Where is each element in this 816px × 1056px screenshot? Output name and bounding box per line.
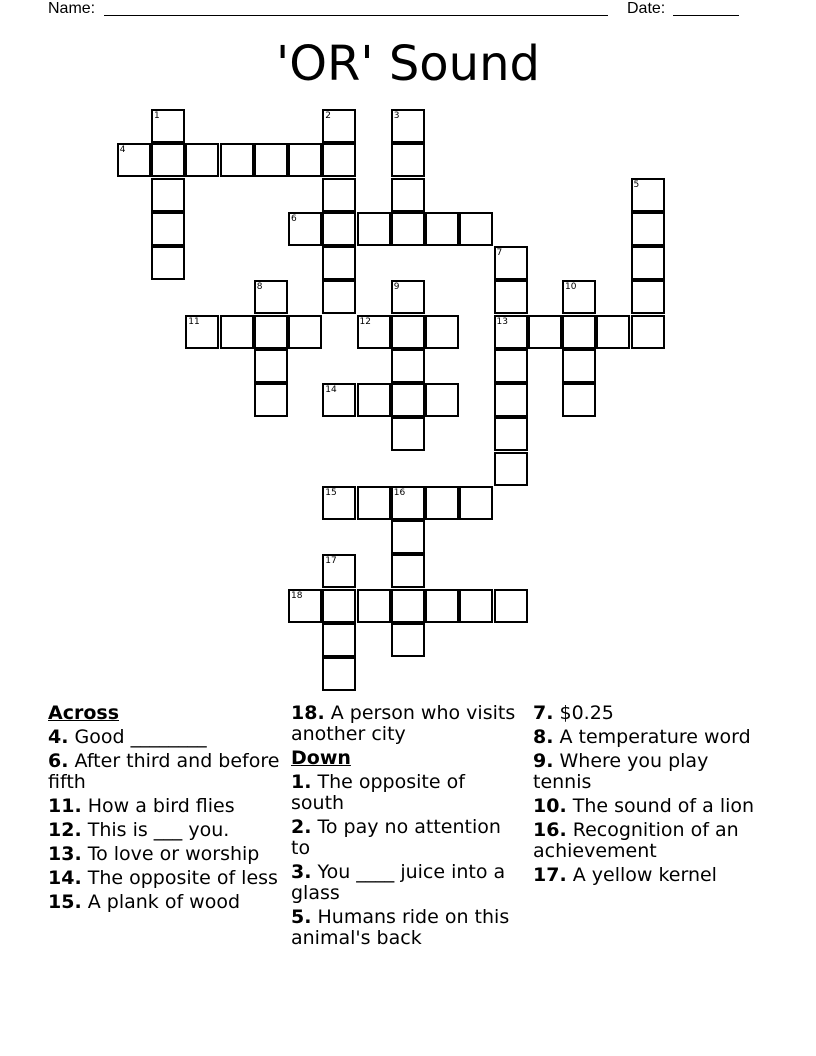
clue-number-label: 16 [393,487,406,498]
clue-text: After third and before fifth [48,750,280,793]
grid-cell[interactable] [391,143,425,177]
clue-text: Where you play tennis [533,750,709,793]
grid-cell[interactable] [459,486,493,520]
grid-cell[interactable] [254,383,288,417]
grid-cell[interactable] [562,315,596,349]
clue-number: 18. [291,702,325,724]
puzzle-title: 'OR' Sound [276,36,540,92]
clue-down-1 [291,772,523,814]
clue-number: 9. [533,750,554,772]
grid-cell[interactable] [391,554,425,588]
clue-text: A plank of wood [87,891,241,913]
grid-cell[interactable] [357,383,391,417]
grid-cell[interactable] [425,315,459,349]
clue-text: A temperature word [559,726,751,748]
grid-cell[interactable] [357,315,391,349]
clue-number-label: 15 [325,487,337,498]
grid-cell[interactable] [322,486,356,520]
clue-across-15 [48,892,280,913]
clue-number-label: 6 [291,213,297,224]
clue-number-label: 10 [565,282,577,293]
clue-number-label: 8 [256,282,263,293]
clue-number: 14. [48,867,82,889]
grid-cell[interactable] [494,383,528,417]
grid-cell[interactable] [254,143,288,177]
grid-cell[interactable] [322,143,356,177]
grid-cell[interactable] [254,349,288,383]
clue-number: 16. [533,819,567,841]
grid-cell[interactable] [357,212,391,246]
grid-cell[interactable] [322,212,356,246]
clue-number: 2. [291,816,312,838]
grid-cell[interactable] [528,315,562,349]
clue-number-label: 7 [496,248,503,258]
grid-cell[interactable] [631,315,665,349]
grid-cell[interactable] [631,178,665,212]
grid-cell[interactable] [562,280,596,314]
date-label: Date: [627,0,666,17]
clue-number-label: 5 [633,179,640,190]
clue-number: 11. [48,795,82,817]
across-heading: Across [48,702,120,724]
clue-number: 3. [291,861,312,883]
grid-cell[interactable] [391,280,425,314]
grid-cell[interactable] [391,315,425,349]
grid-cell[interactable] [185,315,219,349]
clue-number: 6. [48,750,69,772]
clue-text: The opposite of less [87,867,278,889]
clue-down-7 [533,703,765,724]
clue-text: How a bird flies [87,795,235,817]
clue-number-label: 17 [325,556,337,567]
clue-number-label: 11 [188,316,200,327]
clue-down-3 [291,862,523,904]
grid-cell[interactable] [391,178,425,212]
grid-cell[interactable] [425,589,459,623]
clue-number-label: 14 [325,385,337,395]
grid-cell[interactable] [494,349,528,383]
clue-text: Humans ride on this animal's back [291,906,510,949]
grid-cell[interactable] [288,212,322,246]
clue-column-3 [533,703,765,889]
grid-cell[interactable] [494,589,528,623]
grid-cell[interactable] [254,280,288,314]
grid-cell[interactable] [220,315,254,349]
clue-across-18 [291,703,523,745]
clue-number: 13. [48,843,82,865]
grid-cell[interactable] [322,246,356,280]
clue-text: Good ________ [74,726,207,748]
grid-cell[interactable] [151,178,185,212]
grid-cell[interactable] [425,212,459,246]
clue-text: Recognition of an achievement [533,819,739,862]
clue-down-9 [533,751,765,793]
clue-text: $0.25 [559,702,614,724]
grid-cell[interactable] [254,315,288,349]
grid-cell[interactable] [459,212,493,246]
grid-cell[interactable] [151,109,185,143]
grid-cell[interactable] [494,315,528,349]
grid-cell[interactable] [494,246,528,280]
grid-cell[interactable] [459,589,493,623]
grid-cell[interactable] [631,280,665,314]
clue-text: To pay no attention to [291,816,501,859]
grid-cell[interactable] [151,143,185,177]
grid-cell[interactable] [322,109,356,143]
grid-cell[interactable] [425,383,459,417]
grid-cell[interactable] [322,657,356,691]
grid-cell[interactable] [322,280,356,314]
clue-down-2 [291,817,523,859]
clue-number-label: 4 [119,145,126,156]
clue-text: The opposite of south [291,771,465,814]
clue-number-label: 3 [393,111,400,121]
clue-number: 4. [48,726,69,748]
clue-number-label: 9 [393,282,400,293]
clue-across-13 [48,844,280,865]
clue-number-label: 1 [154,111,160,121]
grid-cell[interactable] [391,109,425,143]
grid-cell[interactable] [322,623,356,657]
clue-text: You ____ juice into a glass [291,861,506,904]
grid-cell[interactable] [322,178,356,212]
grid-cell[interactable] [391,486,425,520]
grid-cell[interactable] [631,212,665,246]
grid-cell[interactable] [117,143,151,177]
grid-cell[interactable] [391,212,425,246]
grid-cell[interactable] [494,417,528,451]
clue-number: 10. [533,795,567,817]
grid-cell[interactable] [494,280,528,314]
clue-number-label: 12 [359,316,371,327]
grid-cell[interactable] [220,143,254,177]
grid-cell[interactable] [322,554,356,588]
name-label: Name: [48,0,96,17]
clue-down-16 [533,820,765,862]
down-heading: Down [291,747,351,769]
clue-number: 15. [48,891,82,913]
clue-down-5 [291,907,523,949]
grid-cell[interactable] [322,383,356,417]
grid-cell[interactable] [391,383,425,417]
clue-text: The sound of a lion [572,795,755,817]
clue-across-14 [48,868,280,889]
grid-cell[interactable] [631,246,665,280]
grid-cell[interactable] [391,349,425,383]
grid-cell[interactable] [391,417,425,451]
clue-down-8 [533,727,765,748]
grid-cell[interactable] [494,452,528,486]
clue-number: 17. [533,864,567,886]
clue-number: 8. [533,726,554,748]
grid-cell[interactable] [288,143,322,177]
grid-cell[interactable] [288,589,322,623]
grid-cell[interactable] [357,589,391,623]
grid-cell[interactable] [151,212,185,246]
grid-cell[interactable] [391,623,425,657]
grid-cell[interactable] [151,246,185,280]
grid-cell[interactable] [562,349,596,383]
clue-text: A yellow kernel [572,864,717,886]
clue-text: A person who visits another city [291,702,516,745]
grid-cell[interactable] [288,315,322,349]
clue-number: 1. [291,771,312,793]
clue-text: This is ___ you. [87,819,230,841]
clue-number-label: 18 [291,590,303,601]
grid-cell[interactable] [322,589,356,623]
grid-cell[interactable] [391,589,425,623]
clue-across-11 [48,796,280,817]
clue-text: To love or worship [87,843,260,865]
clue-down-17 [533,865,765,886]
clue-across-4 [48,727,280,748]
clue-column-1 [48,703,280,916]
clue-number-label: 13 [496,316,508,327]
clue-across-12 [48,820,280,841]
grid-cell[interactable] [391,520,425,554]
clue-down-10 [533,796,765,817]
grid-cell[interactable] [357,486,391,520]
grid-cell[interactable] [596,315,630,349]
clue-number: 5. [291,906,312,928]
grid-cell[interactable] [185,143,219,177]
grid-cell[interactable] [562,383,596,417]
clue-column-2 [291,703,523,952]
grid-cell[interactable] [425,486,459,520]
clue-across-6 [48,751,280,793]
clue-number: 12. [48,819,82,841]
clue-number-label: 2 [325,111,331,121]
clue-number: 7. [533,702,554,724]
